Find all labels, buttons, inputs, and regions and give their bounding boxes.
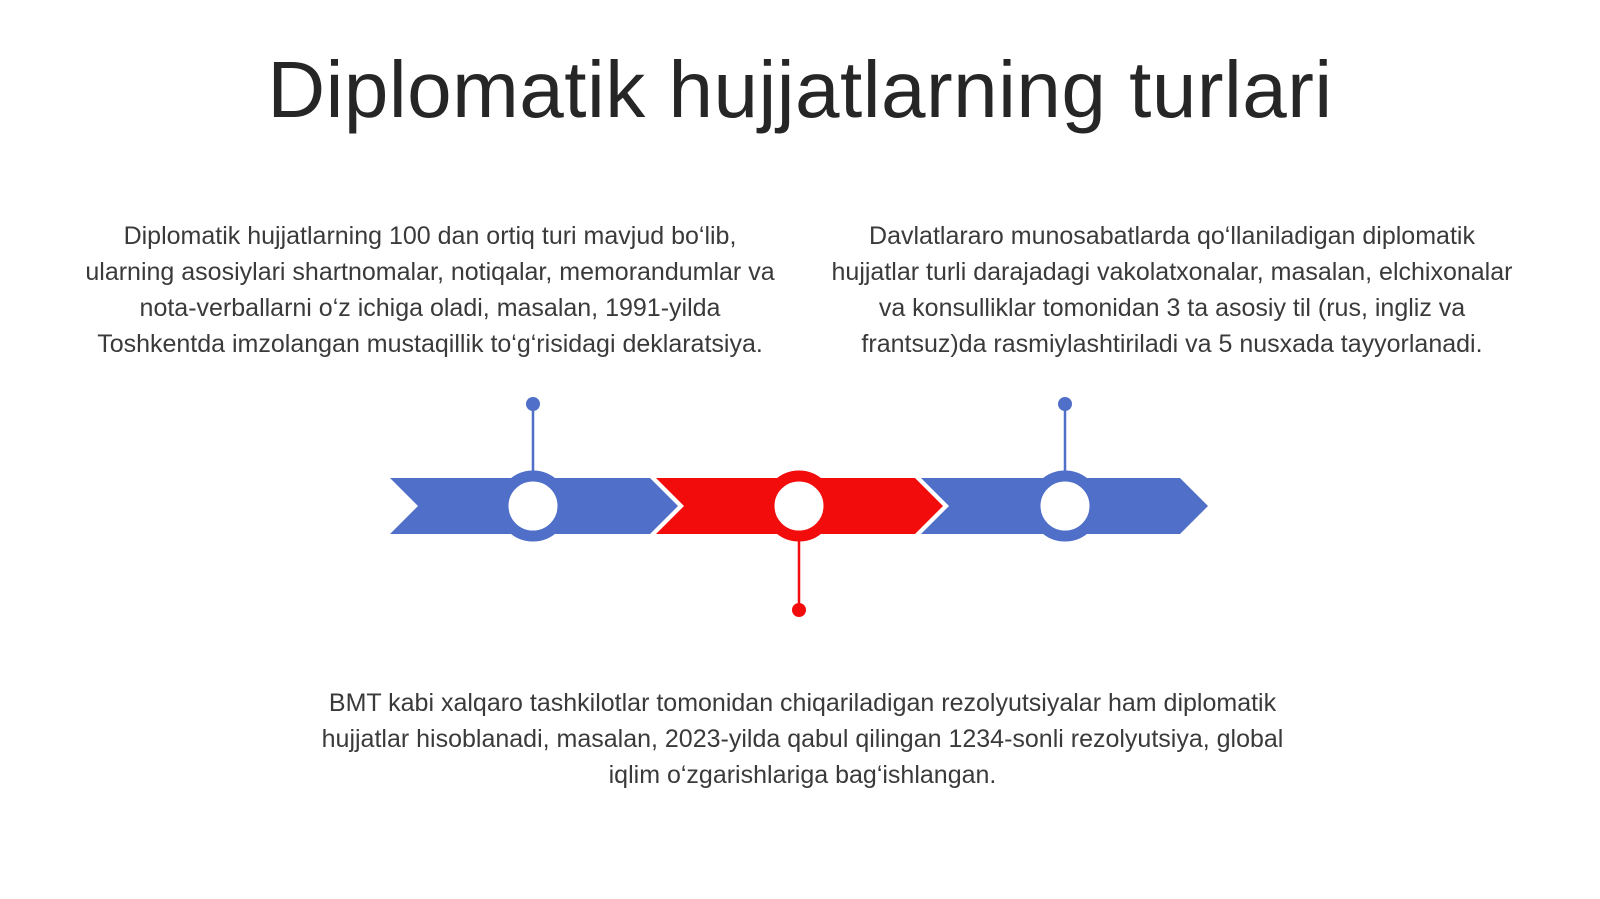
milestone-2-text: BMT kabi xalqaro tashkilotlar tomonidan chiqariladigan rezolyutsiyalar ham diplomatik hujjatlar hisoblanadi, masalan, 2023-yilda qabul qilingan 1234-sonli rezolyutsiya, global iqlim o‘zgarishlariga bag‘ishlangan. xyxy=(321,689,1284,789)
slide-title: Diplomatik hujjatlarning turlari xyxy=(267,45,1333,134)
milestone-2-marker xyxy=(769,476,829,536)
milestone-3-text: Davlatlararo munosabatlarda qo‘llaniladigan diplomatik hujjatlar turli darajadagi vakolatxonalar, masalan, elchixonalar va konsulliklar tomonidan 3 ta asosiy til (rus, ingliz va frantsuz)da rasmiylashtiriladi va 5 nusxada tayyorlanadi. xyxy=(831,222,1513,358)
milestone-3-marker xyxy=(1035,476,1095,536)
milestone-2-dot xyxy=(792,603,806,617)
milestone-3-dot xyxy=(1058,397,1072,411)
milestone-1-text: Diplomatik hujjatlarning 100 dan ortiq turi mavjud bo‘lib, ularning asosiylari shartnomalar, notiqalar, memorandumlar va nota-verballarni o‘z ichiga oladi, masalan, 1991-yilda Toshkentda imzolangan mustaqillik to‘g‘risidagi deklaratsiya. xyxy=(85,222,775,358)
milestone-1-dot xyxy=(526,397,540,411)
milestone-1-marker xyxy=(503,476,563,536)
